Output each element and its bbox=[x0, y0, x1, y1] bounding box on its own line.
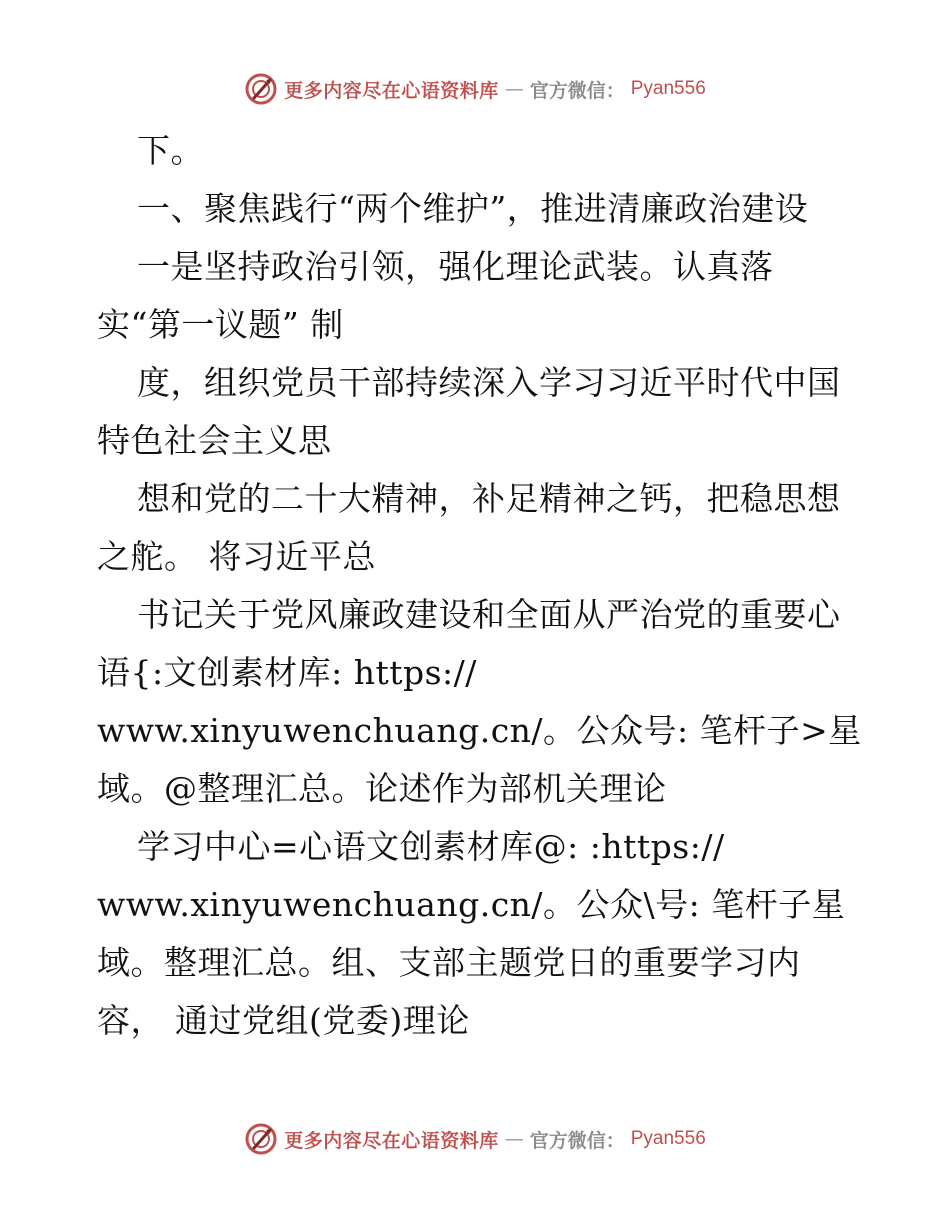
text-line: www.xinyuwenchuang.cn/。公众\号: 笔杆子星 bbox=[97, 885, 846, 924]
text-line: 域。整理汇总。组、支部主题党日的重要学习内 bbox=[97, 943, 801, 982]
header-account: Pyan556 bbox=[630, 78, 706, 99]
text-line: 想和党的二十大精神，补足精神之钙，把稳思想 bbox=[137, 479, 841, 518]
text-line: 特色社会主义思 bbox=[97, 421, 332, 460]
text-line: 域。@整理汇总。论述作为部机关理论 bbox=[97, 769, 667, 808]
header-brand-text: 更多内容尽在心语资料库 bbox=[284, 79, 499, 102]
header-banner bbox=[0, 72, 950, 106]
footer-wechat-label: 官方微信： bbox=[529, 1129, 625, 1152]
footer-brand-text: 更多内容尽在心语资料库 bbox=[284, 1129, 499, 1152]
text-line: 一是坚持政治引领，强化理论武装。认真落 bbox=[137, 247, 774, 286]
text-line: www.xinyuwenchuang.cn/。公众号: 笔杆子>星 bbox=[97, 711, 862, 750]
document-body bbox=[97, 122, 867, 1050]
seal-logo-icon bbox=[244, 1122, 278, 1156]
header-wechat-label: 官方微信： bbox=[529, 79, 625, 102]
text-line: 之舵。 将习近平总 bbox=[97, 537, 376, 576]
text-line: 语{:文创素材库: https:// bbox=[97, 653, 477, 692]
footer-banner bbox=[0, 1122, 950, 1156]
text-line: 实“第一议题” 制 bbox=[97, 305, 344, 344]
section-heading: 一、聚焦践行“两个维护”，推进清廉政治建设 bbox=[137, 189, 809, 228]
text-line: 度，组织党员干部持续深入学习习近平时代中国 bbox=[137, 363, 841, 402]
header-dash: — bbox=[504, 78, 524, 100]
text-line: 下。 bbox=[137, 131, 204, 170]
footer-dash: — bbox=[504, 1128, 524, 1150]
text-line: 容， 通过党组(党委)理论 bbox=[97, 1001, 470, 1040]
footer-account: Pyan556 bbox=[630, 1128, 706, 1149]
text-line: 学习中心=心语文创素材库@: :https:// bbox=[137, 827, 725, 866]
seal-logo-icon bbox=[244, 72, 278, 106]
text-line: 书记关于党风廉政建设和全面从严治党的重要心 bbox=[137, 595, 841, 634]
